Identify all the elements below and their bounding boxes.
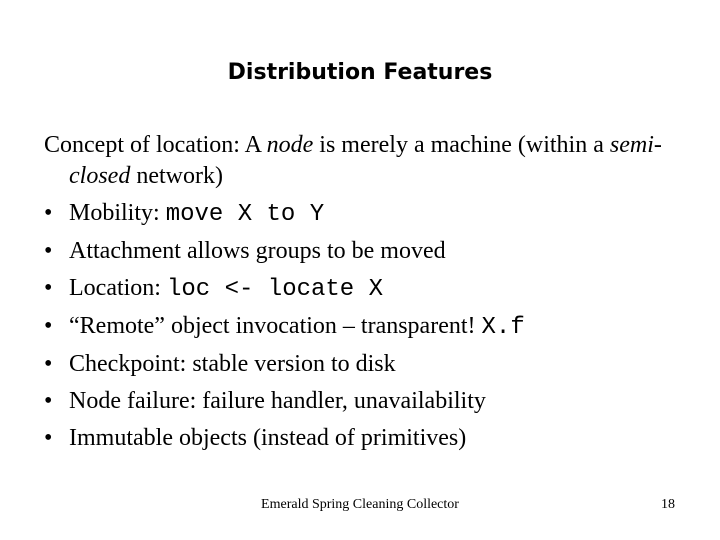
bullet-list — [44, 195, 704, 457]
bullet-text-attachment: Attachment allows groups to be moved — [69, 238, 446, 264]
bullet-marker: • — [44, 200, 53, 226]
bullet-item-remote — [44, 308, 704, 346]
intro-prefix: Concept of location: A — [44, 132, 267, 158]
intro-node-word: node — [266, 132, 314, 158]
bullet-item-attachment — [44, 233, 704, 270]
slide-body — [44, 130, 704, 457]
footer-text: Emerald Spring Cleaning Collector — [261, 497, 459, 512]
bullet-text-checkpoint: Checkpoint: stable version to disk — [69, 351, 396, 377]
bullet-text-remote: “Remote” object invocation – transparent! — [69, 313, 482, 339]
bullet-label-location: Location: — [69, 275, 167, 301]
slide-title: Distribution Features — [227, 60, 493, 85]
page-number: 18 — [661, 497, 675, 512]
intro-semi-closed-word: semi-closed — [69, 132, 662, 189]
bullet-item-node-failure — [44, 383, 704, 420]
bullet-label-mobility: Mobility: — [69, 200, 166, 226]
code-xf: X.f — [481, 314, 525, 341]
bullet-item-immutable — [44, 420, 704, 457]
bullet-item-checkpoint — [44, 346, 704, 383]
code-locate: loc <- locate X — [166, 276, 384, 303]
intro-middle: is merely a machine (within a — [313, 132, 610, 158]
bullet-marker: • — [44, 351, 53, 377]
bullet-item-location — [44, 270, 704, 308]
intro-suffix: network) — [130, 163, 223, 189]
bullet-text-immutable: Immutable objects (instead of primitives) — [69, 425, 467, 451]
bullet-item-mobility — [44, 195, 704, 233]
intro-paragraph — [44, 130, 704, 192]
bullet-marker: • — [44, 275, 53, 301]
code-move: move X to Y — [165, 201, 325, 228]
bullet-marker: • — [44, 313, 53, 339]
bullet-marker: • — [44, 388, 53, 414]
bullet-marker: • — [44, 425, 53, 451]
bullet-text-node-failure: Node failure: failure handler, unavailability — [69, 388, 486, 414]
bullet-marker: • — [44, 238, 53, 264]
